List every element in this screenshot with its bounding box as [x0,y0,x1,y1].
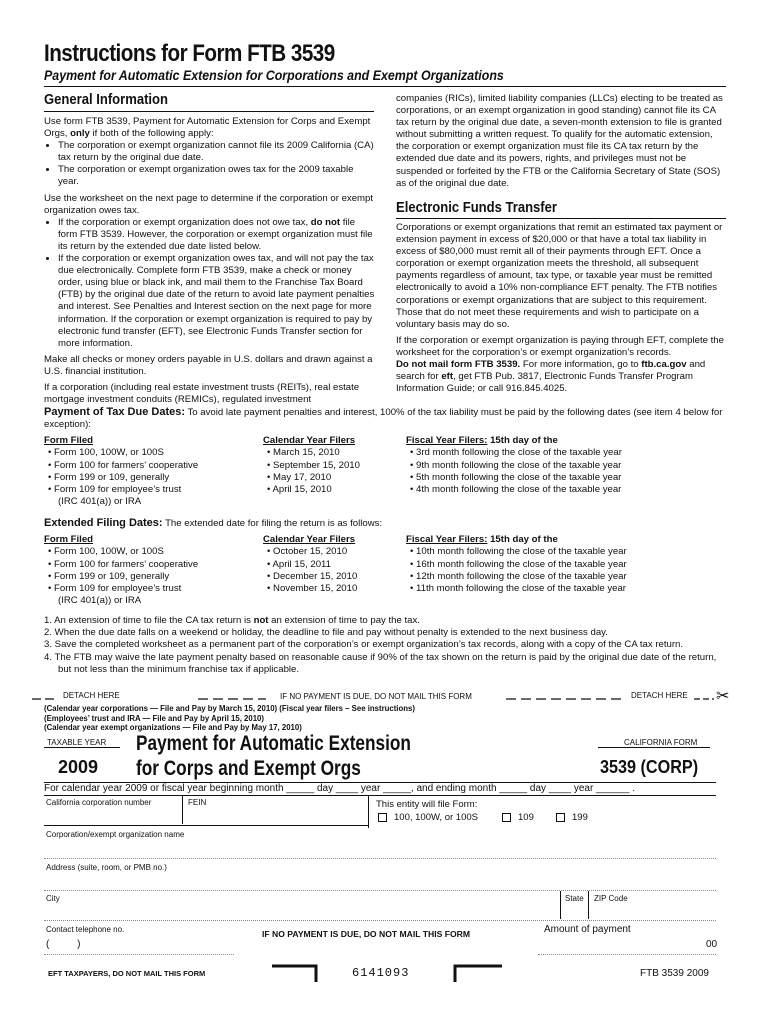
general-rule [44,111,374,112]
list-item: • 9th month following the close of the taxable year [410,459,622,471]
no-payment-notice: IF NO PAYMENT IS DUE, DO NOT MAIL THIS FORM [280,692,472,701]
tax-period-line: For calendar year 2009 or fiscal year beginning month _____ day ____ year _____, and ending month _____ day ____ year ______ . [44,783,635,794]
list-item: 3. Save the completed worksheet as a permanent part of the corporation’s or exempt organization’s tax records, along with a copy of the CA tax return. [44,639,684,651]
list-item: • October 15, 2010 [267,546,348,558]
option-199-label: 199 [572,812,588,823]
amount-cents: 00 [706,939,718,950]
detach-here-right: DETACH HERE [631,691,688,700]
detach-here-left: DETACH HERE [63,691,120,700]
option-100-label: 100, 100W, or 100S [394,812,478,823]
year-rule [44,747,120,748]
list-item: 2. When the due date falls on a weekend or holiday, the deadline to file and pay without penalty is extended to the next business day. [44,627,608,639]
amount-input[interactable] [540,938,704,954]
address-input[interactable] [46,874,710,890]
period-rule [44,795,716,796]
ext-fiscal-column: Fiscal Year Filers: 15th day of the • 10th month following the close of the taxable year • 16th month following the close of the taxable year • 12th month following the close of the taxable year • 11th month following the close of the taxable year [406,534,728,595]
due-dates-intro: Payment of Tax Due Dates: To avoid late payment penalties and interest, 100% of the tax liability must be paid by the following dates (see item 4 below for exception): [44,406,723,431]
list-item: • May 17, 2010 [267,471,332,483]
zip-label: ZIP Code [594,894,628,903]
list-item: • September 15, 2010 [267,459,360,471]
list-item: • 10th month following the close of the taxable year [410,546,627,558]
list-item: • March 15, 2010 [267,447,340,459]
phone-area-code: ( ) [46,939,81,950]
header-rule [44,86,726,87]
page-title: Instructions for Form FTB 3539 [44,40,335,67]
general-body: Use form FTB 3539, Payment for Automatic Extension for Corps and Exempt Orgs, only if both of the following apply: • The corporation or exempt organization cannot file its 2009 California (CA) tax return by the original due date. • The corporation or exempt organization owes tax for the 2009 taxable year. Use the worksheet on the next page to determine if the corporation or exempt organization owes tax. • If the corporation or exempt organization does not owe tax, do not file form FTB 3539. However, the corporation or exempt organization must file its return by the extended due date listed below. • If the corporation or exempt organization owes tax, and will not pay the tax due electronically. Complete form FTB 3539, make a check or money order, using blue or black ink, and mail them to the Franchise Tax Board (FTB) by the original due date of the return to avoid late payment penalties and interest. See Penalties and Interest section on the next page for more information. If the corporation or exempt organization is required to pay by electronic fund transfer (EFT), see Electronic Funds Transfer section for more information. Make all checks or money orders payable in U.S. dollars and drawn against a U.S. financial institution. If a corporation (including real estate investment trusts (REITs), real estate mortgage investment conduits (REMICs), regulated investment [44,116,376,410]
corp-number-rule [44,825,368,826]
list-item: • Form 100, 100W, or 100S [48,546,164,558]
entity-label: This entity will file Form: [376,799,478,810]
list-item: • Form 109 for employee’s trust [48,583,182,595]
city-label: City [46,894,60,903]
tax-year: 2009 [58,757,99,777]
list-item: • The corporation or exempt organization owes tax for the 2009 taxable year. [58,164,376,188]
fein-input[interactable] [188,808,362,824]
list-item: • If the corporation or exempt organization owes tax, and will not pay the tax due electronically. Complete form FTB 3539, make a check or money order, using blue or black ink, and mail them to the Franchise Tax Board (FTB) by the original due date of the return to avoid late payment penalties and interest. See Penalties and Interest section on the next page for more information. If the corporation or exempt organization is required to pay by electronic fund transfer (EFT), see Electronic Funds Transfer section for more information. [58,253,376,350]
form-number: 3539 (CORP) [600,757,699,777]
ext-form-column: Form Filed • Form 100, 100W, or 100S • Form 100 for farmers’ cooperative • Form 199 or 109, generally • Form 109 for employee’s trust (IRC 401(a)) or IRA [44,534,259,608]
eft-footer-notice: EFT TAXPAYERS, DO NOT MAIL THIS FORM [48,969,206,978]
page-subtitle: Payment for Automatic Extension for Corporations and Exempt Organizations [44,68,504,83]
file-and-pay-dates: (Calendar year corporations — File and Pay by March 15, 2010) (Fiscal year filers – See instructions) (Employees’ trust and IRA — File and Pay by April 15, 2010) (Calendar year exempt organizations — File and Pay by May 17, 2010) [44,704,415,732]
name-rule [44,858,716,859]
voucher-title: Payment for Automatic Extension for Corps and Exempt Orgs [136,732,411,780]
address-label: Address (suite, room, or PMB no.) [46,863,167,872]
eft-body: Corporations or exempt organizations that remit an estimated tax payment or extension payment in excess of $20,000 or that have a total tax liability in excess of $80,000 must remit all of their payments through EFT. Once a corporation or exempt organization meets the threshold, all subsequent payments regardless of amount, tax type, or taxable year must be remitted electronically to avoid a 10% non-compliance EFT penalty. The FTB notifies corporations or exempt organizations that are subject to this requirement. Those that do not meet these requirements and wish to participate on a voluntary basis may do so. If the corporation or exempt organization is paying through EFT, complete the worksheet for the corporation’s or exempt organization’s records. Do not mail form FTB 3539. For more information, go to ftb.ca.gov and search for eft, get FTB Pub. 3817, Electronic Funds Transfer Program Information Guide; or call 916.845.4025. [396,222,724,395]
taxable-year-label: TAXABLE YEAR [47,738,107,747]
org-name-label: Corporation/exempt organization name [46,830,185,839]
city-input[interactable] [46,905,558,921]
due-calendar-column: Calendar Year Filers • March 15, 2010 • September 15, 2010 • May 17, 2010 • April 15, 2010 [263,435,403,496]
checkbox-100[interactable] [378,813,387,822]
list-item: • 4th month following the close of the taxable year [410,484,622,496]
phone-rule [44,954,234,955]
amount-label: Amount of payment [544,924,631,935]
org-name-input[interactable] [46,842,710,858]
list-item: • 3rd month following the close of the taxable year [410,447,622,459]
scissors-icon: ✂ [716,688,730,705]
zip-input[interactable] [592,905,716,921]
list-item: • Form 199 or 109, generally [48,570,170,582]
list-item: 4. The FTB may waive the late payment penalty based on reasonable cause if 90% of the tax shown on the return is paid by the original due date of the return, but not less than the minimum franchise tax if applicable. [44,651,717,675]
phone-label: Contact telephone no. [46,925,125,934]
list-item: • April 15, 2010 [267,484,332,496]
form-label-rule [598,747,710,748]
option-109-label: 109 [518,812,534,823]
amount-rule [538,954,716,955]
list-item: • April 15, 2011 [267,558,331,570]
list-item: • If the corporation or exempt organization does not owe tax, do not file form FTB 3539. However, the corporation or exempt organization must file its return by the extended due date listed below. [58,217,376,253]
checkbox-109[interactable] [502,813,511,822]
phone-input[interactable] [100,937,234,953]
list-item: • 5th month following the close of the taxable year [410,471,622,483]
scan-code: 6141093 [352,966,410,980]
checkbox-199[interactable] [556,813,565,822]
entity-divider [368,796,369,828]
city-rule [44,920,716,921]
list-item: • Form 109 for employee’s trust [48,484,182,496]
eft-rule [396,218,726,219]
eft-heading: Electronic Funds Transfer [396,200,558,216]
list-item: • Form 100 for farmers’ cooperative [48,558,199,570]
list-item: • 11th month following the close of the taxable year [410,583,626,595]
california-form-label: CALIFORNIA FORM [624,738,698,747]
list-item: • The corporation or exempt organization cannot file its 2009 California (CA) tax return by the original due date. [58,140,376,164]
list-item: • Form 100 for farmers’ cooperative [48,459,199,471]
state-divider [560,891,561,919]
corner-mark-left [270,962,330,982]
list-item: • December 15, 2010 [267,570,358,582]
address-rule [44,890,716,891]
list-item: • Form 199 or 109, generally [48,471,170,483]
ext-calendar-column: Calendar Year Filers • October 15, 2010 • April 15, 2011 • December 15, 2010 • November 15, 2010 [263,534,403,595]
list-item: • 12th month following the close of the taxable year [410,570,627,582]
extended-dates-intro: Extended Filing Dates: The extended date for filing the return is as follows: [44,517,383,529]
state-input[interactable] [563,905,589,921]
list-item: • Form 100, 100W, or 100S [48,447,164,459]
fein-label: FEIN [188,798,207,807]
list-item: 1. An extension of time to file the CA tax return is not an extension of time to pay the tax. [44,615,420,626]
fein-divider [182,796,183,824]
list-item: • November 15, 2010 [267,583,358,595]
numbered-notes [44,615,728,676]
state-label: State [565,894,584,903]
footer-form-id: FTB 3539 2009 [640,968,709,979]
corp-number-input[interactable] [46,808,180,824]
list-item: • 16th month following the close of the taxable year [410,558,627,570]
due-form-column: Form Filed • Form 100, 100W, or 100S • Form 100 for farmers’ cooperative • Form 199 or 109, generally • Form 109 for employee’s trust (IRC 401(a)) or IRA [44,435,259,509]
corner-mark-right [452,962,512,982]
general-heading: General Information [44,92,169,108]
no-payment-warning: IF NO PAYMENT IS DUE, DO NOT MAIL THIS FORM [262,929,471,939]
general-body-continued: companies (RICs), limited liability companies (LLCs) electing to be treated as corporations, or an exempt organization in good standing) cannot file its CA tax return by the original due date, a seven-month extension to file is granted without submitting a written request. To qualify for the automatic extension, the corporation or exempt organization must file its CA tax return by the extended due date and its powers, rights, and privileges must not be suspended or forfeited by the FTB or the California Secretary of State (SOS) as of the original due date. [396,93,723,189]
due-fiscal-column: Fiscal Year Filers: 15th day of the • 3rd month following the close of the taxable year • 9th month following the close of the taxable year • 5th month following the close of the taxable year • 4th month following the close of the taxable year [406,435,728,496]
corp-number-label: California corporation number [46,798,152,807]
